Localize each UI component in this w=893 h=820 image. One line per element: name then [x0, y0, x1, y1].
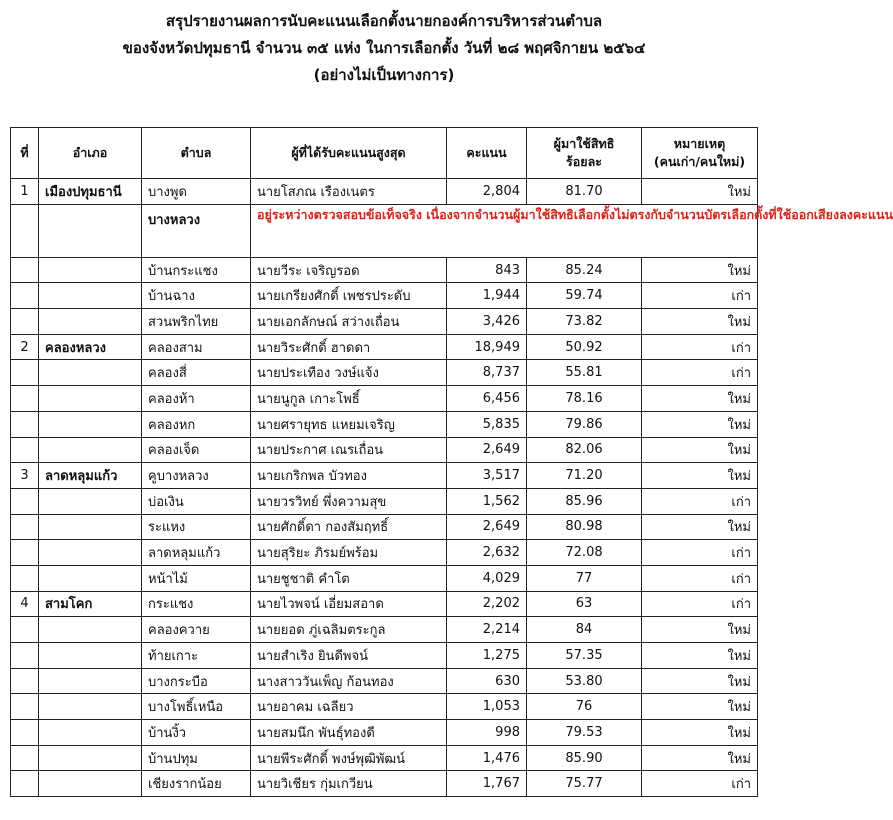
row-number-cell	[11, 745, 39, 771]
turnout-cell: 84	[527, 617, 642, 643]
subdistrict-cell: คูบางหลวง	[142, 463, 251, 489]
candidate-cell: นายเกรียงศักดิ์ เพชรประดับ	[251, 283, 447, 309]
candidate-cell: นายประเทือง วงษ์แจ้ง	[251, 360, 447, 386]
candidate-cell: นายประกาศ เณรเถื่อน	[251, 437, 447, 463]
document-title	[0, 0, 768, 89]
turnout-cell: 77	[527, 565, 642, 591]
header-turnout-line2: ร้อยละ	[566, 154, 602, 169]
table-row	[11, 720, 758, 746]
table-row	[11, 360, 758, 386]
table-row	[11, 309, 758, 335]
candidate-cell: นายศักดิ์ดา กองสัมฤทธิ์	[251, 514, 447, 540]
table-row	[11, 283, 758, 309]
header-candidate: ผู้ที่ได้รับคะแนนสูงสุด	[251, 128, 447, 179]
table-row	[11, 386, 758, 412]
candidate-cell: นายวรวิทย์ พึ่งความสุข	[251, 488, 447, 514]
note-cell: ใหม่	[642, 694, 758, 720]
turnout-cell: 79.53	[527, 720, 642, 746]
note-cell: ใหม่	[642, 643, 758, 669]
candidate-cell: นายอาคม เฉลียว	[251, 694, 447, 720]
score-cell: 2,214	[447, 617, 527, 643]
note-cell: ใหม่	[642, 514, 758, 540]
district-cell	[39, 283, 142, 309]
score-cell: 8,737	[447, 360, 527, 386]
candidate-cell: นายชูชาติ คำโต	[251, 565, 447, 591]
header-district: อำเภอ	[39, 128, 142, 179]
turnout-cell: 81.70	[527, 179, 642, 205]
note-cell: เก่า	[642, 771, 758, 797]
row-number-cell	[11, 720, 39, 746]
district-cell	[39, 643, 142, 669]
district-cell	[39, 386, 142, 412]
subdistrict-cell: บางกระบือ	[142, 668, 251, 694]
score-cell: 843	[447, 257, 527, 283]
turnout-cell: 85.90	[527, 745, 642, 771]
note-cell: ใหม่	[642, 386, 758, 412]
row-number-cell	[11, 694, 39, 720]
note-cell: ใหม่	[642, 309, 758, 335]
title-line-1: สรุปรายงานผลการนับคะแนนเลือกตั้งนายกองค์การบริหารส่วนตำบล	[165, 12, 603, 30]
candidate-cell: นายโสภณ เรืองเนตร	[251, 179, 447, 205]
table-row	[11, 643, 758, 669]
score-cell: 2,804	[447, 179, 527, 205]
subdistrict-cell: บางหลวง	[142, 204, 251, 257]
row-number-cell: 2	[11, 334, 39, 360]
title-line-3: (อย่างไม่เป็นทางการ)	[313, 66, 455, 84]
turnout-cell: 63	[527, 591, 642, 617]
score-cell: 6,456	[447, 386, 527, 412]
row-number-cell	[11, 771, 39, 797]
table-row	[11, 745, 758, 771]
table-body	[11, 179, 893, 797]
district-cell	[39, 309, 142, 335]
district-cell	[39, 565, 142, 591]
score-cell: 2,649	[447, 514, 527, 540]
turnout-cell: 79.86	[527, 411, 642, 437]
score-cell: 5,835	[447, 411, 527, 437]
table-row	[11, 437, 758, 463]
turnout-cell: 57.35	[527, 643, 642, 669]
candidate-cell: นายวีระ เจริญรอด	[251, 257, 447, 283]
table-row	[11, 540, 758, 566]
score-cell: 2,649	[447, 437, 527, 463]
score-cell: 3,426	[447, 309, 527, 335]
subdistrict-cell: คลองสี่	[142, 360, 251, 386]
row-number-cell	[11, 540, 39, 566]
district-cell: คลองหลวง	[39, 334, 142, 360]
note-cell: ใหม่	[642, 411, 758, 437]
district-cell	[39, 694, 142, 720]
note-cell: ใหม่	[642, 720, 758, 746]
district-cell	[39, 720, 142, 746]
candidate-cell: นายพีระศักดิ์ พงษ์พุฒิพัฒน์	[251, 745, 447, 771]
subdistrict-cell: หน้าไม้	[142, 565, 251, 591]
turnout-cell: 73.82	[527, 309, 642, 335]
row-number-cell	[11, 643, 39, 669]
note-cell: ใหม่	[642, 463, 758, 489]
subdistrict-cell: บ่อเงิน	[142, 488, 251, 514]
row-number-cell	[11, 437, 39, 463]
candidate-cell: นายไวพจน์ เอี่ยมสอาด	[251, 591, 447, 617]
note-cell: ใหม่	[642, 437, 758, 463]
table-row	[11, 617, 758, 643]
header-note	[642, 128, 758, 179]
subdistrict-cell: บ้านปทุม	[142, 745, 251, 771]
candidate-cell: นายนูกูล เกาะโพธิ์	[251, 386, 447, 412]
row-number-cell: 1	[11, 179, 39, 205]
subdistrict-cell: บางพูด	[142, 179, 251, 205]
candidate-cell: นายเอกลักษณ์ สว่างเถื่อน	[251, 309, 447, 335]
row-number-cell: 3	[11, 463, 39, 489]
turnout-cell: 55.81	[527, 360, 642, 386]
row-number-cell	[11, 668, 39, 694]
score-cell: 3,517	[447, 463, 527, 489]
subdistrict-cell: คลองสาม	[142, 334, 251, 360]
turnout-cell: 50.92	[527, 334, 642, 360]
remark-cell: อยู่ระหว่างตรวจสอบข้อเท็จจริง เนื่องจากจำนวนผู้มาใช้สิทธิเลือกตั้งไม่ตรงกับจำนวนบัตรเลือกตั้งที่ใช้ออกเสียงลงคะแนน	[251, 204, 758, 257]
subdistrict-cell: บ้านฉาง	[142, 283, 251, 309]
district-cell	[39, 360, 142, 386]
subdistrict-cell: เชียงรากน้อย	[142, 771, 251, 797]
note-cell: ใหม่	[642, 179, 758, 205]
subdistrict-cell: บ้านกระแชง	[142, 257, 251, 283]
candidate-cell: นายวิเชียร กุ่มเกวียน	[251, 771, 447, 797]
header-turnout-line1: ผู้มาใช้สิทธิ	[553, 136, 615, 151]
turnout-cell: 75.77	[527, 771, 642, 797]
score-cell: 1,275	[447, 643, 527, 669]
row-number-cell	[11, 617, 39, 643]
subdistrict-cell: คลองควาย	[142, 617, 251, 643]
note-cell: เก่า	[642, 283, 758, 309]
note-cell: เก่า	[642, 540, 758, 566]
score-cell: 4,029	[447, 565, 527, 591]
table-row	[11, 179, 758, 205]
turnout-cell: 85.24	[527, 257, 642, 283]
turnout-cell: 85.96	[527, 488, 642, 514]
table-row	[11, 565, 758, 591]
district-cell	[39, 437, 142, 463]
score-cell: 1,944	[447, 283, 527, 309]
subdistrict-cell: ระแหง	[142, 514, 251, 540]
row-number-cell	[11, 309, 39, 335]
table-row	[11, 591, 758, 617]
table-row	[11, 334, 758, 360]
table-row	[11, 411, 758, 437]
table-row	[11, 668, 758, 694]
subdistrict-cell: สวนพริกไทย	[142, 309, 251, 335]
district-cell: ลาดหลุมแก้ว	[39, 463, 142, 489]
row-number-cell	[11, 514, 39, 540]
row-number-cell	[11, 204, 39, 257]
candidate-cell: นายวิระศักดิ์ ฮาดดา	[251, 334, 447, 360]
header-note-line2: (คนเก่า/คนใหม่)	[653, 154, 746, 169]
results-table	[10, 127, 893, 797]
score-cell: 2,202	[447, 591, 527, 617]
row-number-cell	[11, 565, 39, 591]
district-cell	[39, 204, 142, 257]
turnout-cell: 82.06	[527, 437, 642, 463]
note-cell: เก่า	[642, 591, 758, 617]
score-cell: 2,632	[447, 540, 527, 566]
candidate-cell: นายศรายุทธ แหยมเจริญ	[251, 411, 447, 437]
district-cell	[39, 668, 142, 694]
note-cell: เก่า	[642, 565, 758, 591]
subdistrict-cell: คลองหก	[142, 411, 251, 437]
row-number-cell	[11, 283, 39, 309]
candidate-cell: นายสมนึก พันธุ์ทองดี	[251, 720, 447, 746]
table-row	[11, 204, 758, 257]
subdistrict-cell: คลองเจ็ด	[142, 437, 251, 463]
table-row	[11, 514, 758, 540]
candidate-cell: นายสำเริง ยินดีพจน์	[251, 643, 447, 669]
note-cell: ใหม่	[642, 257, 758, 283]
score-cell: 1,476	[447, 745, 527, 771]
header-score: คะแนน	[447, 128, 527, 179]
row-number-cell: 4	[11, 591, 39, 617]
note-cell: เก่า	[642, 360, 758, 386]
subdistrict-cell: คลองห้า	[142, 386, 251, 412]
table-row	[11, 257, 758, 283]
table-row	[11, 694, 758, 720]
table-header	[11, 128, 758, 179]
subdistrict-cell: กระแชง	[142, 591, 251, 617]
district-cell	[39, 514, 142, 540]
note-cell: ใหม่	[642, 668, 758, 694]
turnout-cell: 78.16	[527, 386, 642, 412]
table-row	[11, 771, 758, 797]
subdistrict-cell: ท้ายเกาะ	[142, 643, 251, 669]
header-no: ที่	[11, 128, 39, 179]
district-cell	[39, 771, 142, 797]
header-turnout	[527, 128, 642, 179]
candidate-cell: นายสุริยะ ภิรมย์พร้อม	[251, 540, 447, 566]
note-cell: ใหม่	[642, 617, 758, 643]
subdistrict-cell: ลาดหลุมแก้ว	[142, 540, 251, 566]
candidate-cell: นางสาววันเพ็ญ ก้อนทอง	[251, 668, 447, 694]
turnout-cell: 80.98	[527, 514, 642, 540]
score-cell: 630	[447, 668, 527, 694]
turnout-cell: 59.74	[527, 283, 642, 309]
note-cell: เก่า	[642, 334, 758, 360]
turnout-cell: 53.80	[527, 668, 642, 694]
district-cell	[39, 617, 142, 643]
header-subdistrict: ตำบล	[142, 128, 251, 179]
note-cell: เก่า	[642, 488, 758, 514]
row-number-cell	[11, 257, 39, 283]
score-cell: 998	[447, 720, 527, 746]
district-cell	[39, 745, 142, 771]
turnout-cell: 76	[527, 694, 642, 720]
turnout-cell: 71.20	[527, 463, 642, 489]
row-number-cell	[11, 360, 39, 386]
turnout-cell: 72.08	[527, 540, 642, 566]
title-line-2: ของจังหวัดปทุมธานี จำนวน ๓๕ แห่ง ในการเลือกตั้ง วันที่ ๒๘ พฤศจิกายน ๒๕๖๔	[122, 39, 646, 57]
score-cell: 1,562	[447, 488, 527, 514]
table-row	[11, 488, 758, 514]
district-cell	[39, 411, 142, 437]
header-note-line1: หมายเหตุ	[673, 136, 726, 151]
candidate-cell: นายเกริกพล บัวทอง	[251, 463, 447, 489]
row-number-cell	[11, 488, 39, 514]
table-row	[11, 463, 758, 489]
district-cell	[39, 540, 142, 566]
candidate-cell: นายยอด ภู่เฉลิมตระกูล	[251, 617, 447, 643]
district-cell: สามโคก	[39, 591, 142, 617]
district-cell	[39, 488, 142, 514]
row-number-cell	[11, 386, 39, 412]
district-cell: เมืองปทุมธานี	[39, 179, 142, 205]
row-number-cell	[11, 411, 39, 437]
score-cell: 1,053	[447, 694, 527, 720]
note-cell: ใหม่	[642, 745, 758, 771]
score-cell: 1,767	[447, 771, 527, 797]
subdistrict-cell: บางโพธิ์เหนือ	[142, 694, 251, 720]
subdistrict-cell: บ้านงิ้ว	[142, 720, 251, 746]
score-cell: 18,949	[447, 334, 527, 360]
district-cell	[39, 257, 142, 283]
